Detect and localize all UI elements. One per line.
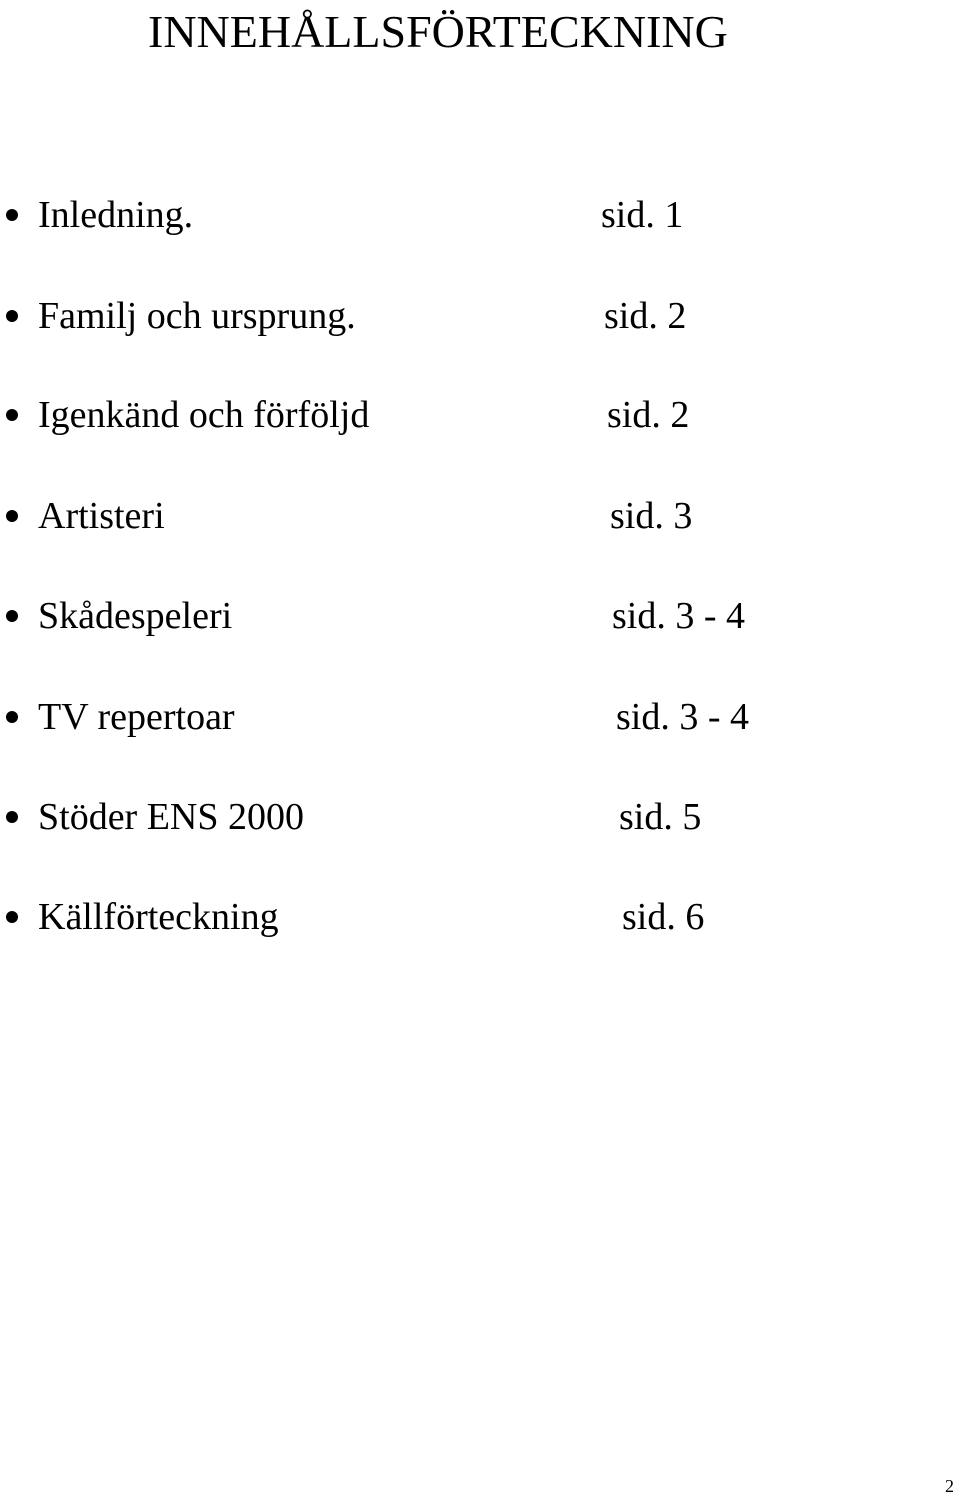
toc-item-label: Stöder ENS 2000: [38, 796, 304, 838]
toc-item-label: Familj och ursprung.: [38, 295, 356, 337]
toc-item-skadespeleri: [0, 591, 900, 641]
toc-item-label: Källförteckning: [38, 896, 279, 938]
toc-item-page: sid. 2: [604, 295, 687, 337]
toc-item-inledning: [0, 190, 900, 240]
bullet-icon: [6, 610, 18, 622]
toc-item-label: Inledning.: [38, 194, 194, 236]
bullet-icon: [6, 911, 18, 923]
toc-item-label: Skådespeleri: [38, 595, 233, 637]
bullet-icon: [6, 310, 18, 322]
toc-item-page: sid. 5: [619, 796, 702, 838]
toc-item-stoder-ens: [0, 792, 900, 842]
toc-item-page: sid. 6: [622, 896, 705, 938]
toc-item-page: sid. 3 - 4: [616, 696, 749, 738]
toc-item-page: sid. 2: [607, 394, 690, 436]
toc-item-kallforteckning: [0, 892, 900, 942]
toc-item-artisteri: [0, 491, 900, 541]
bullet-icon: [6, 510, 18, 522]
bullet-icon: [6, 711, 18, 723]
toc-item-label: Igenkänd och förföljd: [38, 394, 370, 436]
bullet-icon: [6, 811, 18, 823]
bullet-icon: [6, 209, 18, 221]
toc-item-page: sid. 3 - 4: [612, 595, 745, 637]
toc-item-tv-repertoar: [0, 692, 900, 742]
toc-item-label: Artisteri: [38, 495, 165, 537]
toc-item-igenkand: [0, 390, 900, 440]
page-title: INNEHÅLLSFÖRTECKNING: [148, 6, 728, 57]
bullet-icon: [6, 409, 18, 421]
toc-item-page: sid. 1: [601, 194, 684, 236]
toc-item-familj: [0, 291, 900, 341]
toc-item-page: sid. 3: [610, 495, 693, 537]
toc-item-label: TV repertoar: [38, 696, 235, 738]
page-number: 2: [945, 1476, 954, 1496]
